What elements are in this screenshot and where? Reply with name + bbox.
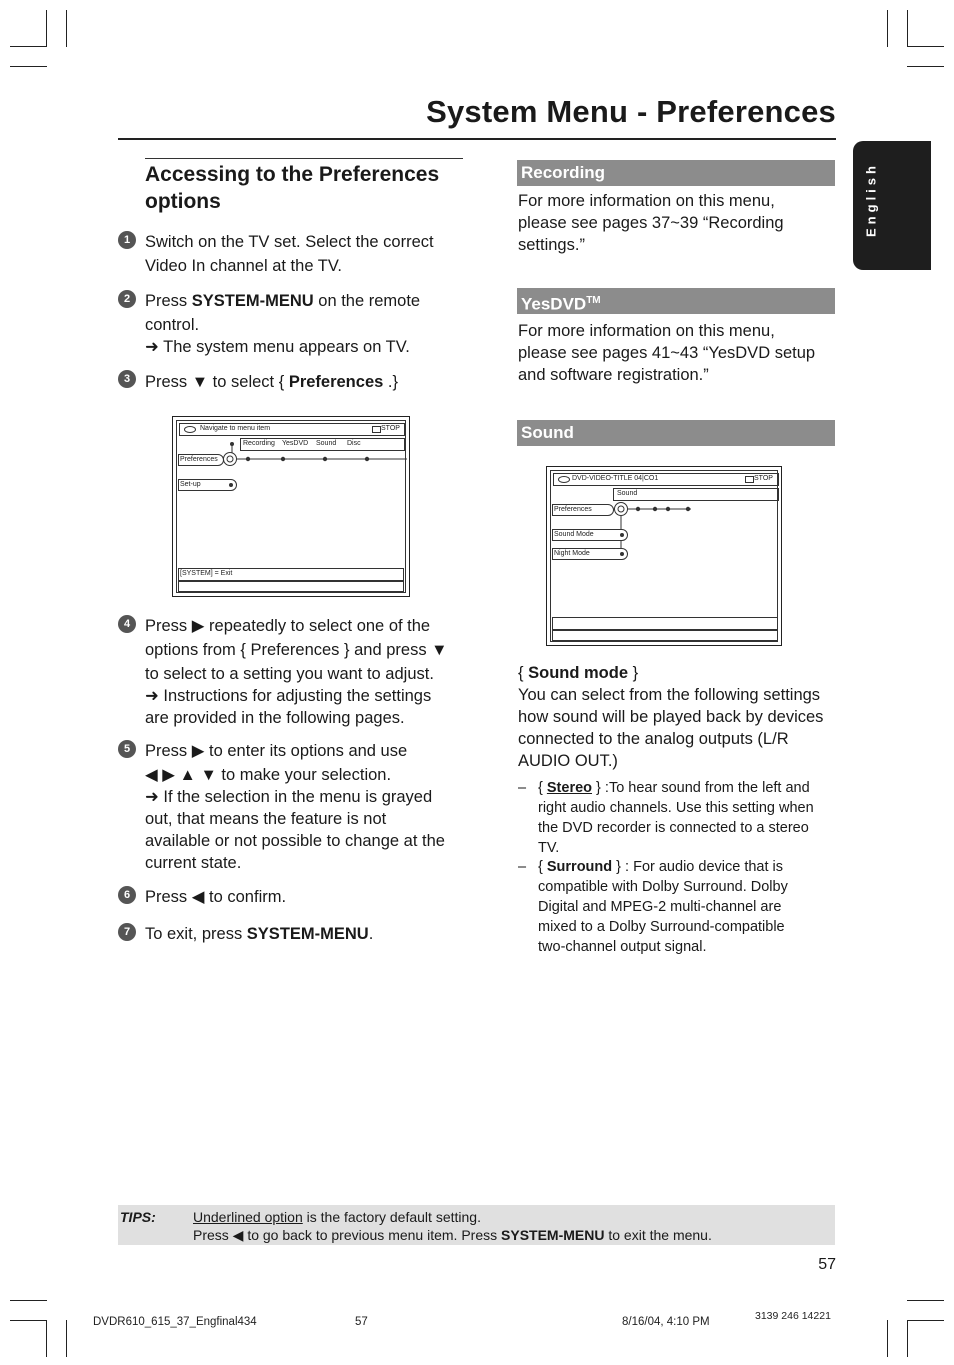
crop-mark <box>10 1320 47 1321</box>
step-number: 3 <box>118 370 136 388</box>
crop-mark <box>66 10 67 47</box>
crop-mark <box>10 66 47 67</box>
screen-stop: STOP <box>754 475 773 482</box>
tips-label: TIPS: <box>120 1209 156 1225</box>
screen-item-setup: Set-up <box>178 479 237 491</box>
tips-box <box>118 1205 835 1245</box>
crop-mark <box>46 1320 47 1357</box>
step-number: 6 <box>118 886 136 904</box>
step-number: 1 <box>118 231 136 249</box>
screen-tab-sound: Sound <box>613 488 779 501</box>
crop-mark <box>907 66 944 67</box>
sound-heading: Sound <box>517 420 835 446</box>
page-number: 57 <box>818 1256 836 1273</box>
screen-item-preferences: Preferences <box>178 454 224 466</box>
screen-footer: [SYSTEM] = Exit <box>178 568 404 581</box>
screen-tab: Disc <box>347 440 361 447</box>
recording-text: For more information on this menu, please see pages 37~39 “Recording settings.” <box>518 192 784 254</box>
tips-text: Underlined option is the factory default setting. Press ◀ to go back to previous menu item. Press SYSTEM-MENU to exit the menu. <box>193 1209 712 1243</box>
recording-heading: Recording <box>517 160 835 186</box>
title-rule <box>118 138 836 140</box>
screen-stop: STOP <box>381 425 400 432</box>
screen-item-sound-mode: Sound Mode <box>552 529 628 541</box>
step-number: 7 <box>118 923 136 941</box>
menu-screen-sound <box>546 466 782 646</box>
footer-file: DVDR610_615_37_Engfinal434 <box>93 1316 257 1328</box>
crop-mark <box>10 1300 47 1301</box>
screen-item-preferences: Preferences <box>552 504 614 516</box>
step-number: 2 <box>118 290 136 308</box>
crop-mark <box>907 1320 908 1357</box>
yesdvd-text: For more information on this menu, please see pages 41~43 “YesDVD setup and software registration.” <box>518 322 816 384</box>
crop-mark <box>907 46 944 47</box>
crop-mark <box>907 10 908 47</box>
crop-mark <box>10 46 47 47</box>
step-7-text: To exit, press SYSTEM-MENU. <box>145 925 374 943</box>
step-number: 5 <box>118 740 136 758</box>
step-6-text: Press ◀ to confirm. <box>145 888 287 906</box>
crop-mark <box>887 1320 888 1357</box>
step-4-text: Press ▶ repeatedly to select one of the options from { Preferences } and press ▼ to select to a setting you want to adjust. ➜ Instructions for adjusting the settings are provided in the following pages. <box>145 617 448 727</box>
sound-mode-heading: { Sound mode } <box>518 664 639 682</box>
option-stereo: – { Stereo } :To hear sound from the left and right audio channels. Use this setting when the DVD recorder is connected to a stereo TV. <box>518 780 814 856</box>
yesdvd-heading: YesDVD™ <box>517 288 835 314</box>
screen-title: DVD-VIDEO-TITLE 04|CO1 <box>572 475 659 482</box>
sound-mode-section: { Sound mode } You can select from the following settings how sound will be played back by devices connected to the analog outputs (L/R AUDIO OUT.) <box>518 662 838 772</box>
screen-item-night-mode: Night Mode <box>552 548 628 560</box>
page-title: System Menu - Preferences <box>426 94 836 129</box>
step-number: 4 <box>118 615 136 633</box>
step-2-text: Press SYSTEM-MENU on the remote control. ➜ The system menu appears on TV. <box>145 292 421 356</box>
footer-page: 57 <box>355 1316 368 1328</box>
crop-mark <box>46 10 47 47</box>
menu-screen-preferences <box>172 416 410 597</box>
section-heading: Accessing to the Preferences options <box>145 158 463 215</box>
screen-footer-blank <box>552 630 778 641</box>
crop-mark <box>907 1320 944 1321</box>
screen-footer <box>552 617 778 630</box>
footer-date: 8/16/04, 4:10 PM <box>622 1316 710 1328</box>
crop-mark <box>887 10 888 47</box>
step-5-text: Press ▶ to enter its options and use ◀ ▶ ▲ ▼ to make your selection. ➜ If the selection in the menu is grayed out, that means the feature is not available or not possible to change at the current state. <box>145 742 445 872</box>
screen-nav-text: Navigate to menu item <box>200 425 271 432</box>
screen-tab: Recording <box>243 440 275 447</box>
footer-code: 3139 246 14221 <box>755 1310 831 1322</box>
screen-footer-blank <box>178 581 404 592</box>
screen-tab: Sound <box>316 440 337 447</box>
option-surround: – { Surround } : For audio device that is compatible with Dolby Surround. Dolby Digital and MPEG-2 multi-channel are mixed to a Dolby Surround-compatible two-channel output signal. <box>518 859 788 955</box>
step-3-text: Press ▼ to select { Preferences .} <box>145 373 398 391</box>
screen-tab: YesDVD <box>282 440 309 447</box>
language-tab-label: English <box>863 162 879 237</box>
step-1-text: Switch on the TV set. Select the correct Video In channel at the TV. <box>145 233 434 275</box>
crop-mark <box>66 1320 67 1357</box>
crop-mark <box>907 1300 944 1301</box>
